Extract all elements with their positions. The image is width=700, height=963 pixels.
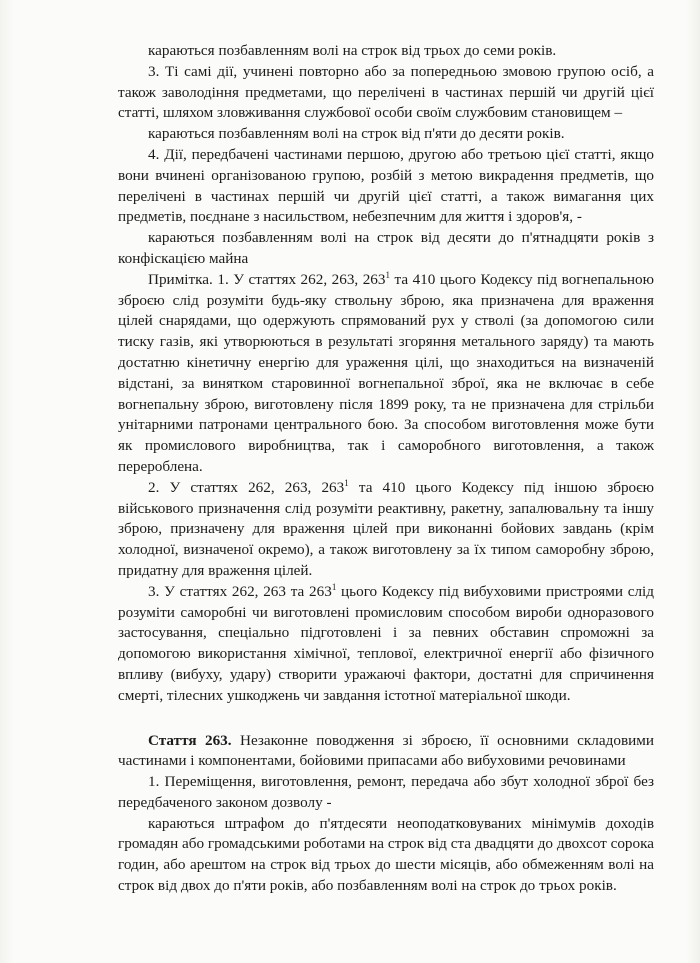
paragraph-part-4: 4. Дії, передбачені частинами першою, другою або третьою цієї статті, якщо вони вчинені організованою групою, розбій з метою викрадення предметів, що перелічені в частинах першій чи другій цієї статті, а також вимагання цих предметів, поєднане з насильством, небезпечним для життя і здоров'я, - (118, 145, 654, 226)
note-3-rest: цього Кодексу під вибуховими пристроями слід розуміти саморобні чи виготовлені промисловим способом вироби одноразового застосування, спеціально підготовлені і за певних обставин спроможні за допомогою використання хімічної, теплової, електричної енергії або фізичного впливу (вибуху, удару) створити уражаючі фактори, достатні для спричинення смерті, тілесних ушкоджень чи завдання істотної матеріальної шкоди. (118, 582, 654, 704)
note-2 (118, 478, 654, 582)
paragraph-penalty-10-15: караються позбавленням волі на строк від десяти до п'ятнадцяти років з конфіскацією майна (118, 229, 654, 267)
paragraph-penalty-5-10: караються позбавленням волі на строк від п'яти до десяти років. (148, 125, 565, 143)
note-1 (118, 270, 654, 478)
note-3 (118, 582, 654, 707)
note-2-rest: та 410 цього Кодексу під іншою зброєю військового призначення слід розуміти реактивну, ракетну, запалювальну та іншу зброю, призначену для враження цілей при виконанні бойових завдань (крім холодної, визначеної окремо), а також виготовлену за їх типом саморобну зброю, придатну для враження цілей. (118, 478, 654, 579)
paragraph-part-3: 3. Ті самі дії, учинені повторно або за попередньою змовою групою осіб, а також заволодіння предметами, що перелічені в частинах першій чи другій цієї статті, шляхом зловживання службової особи своїм службовим становищем – (118, 62, 654, 122)
superscript-mark: 1 (331, 581, 337, 592)
note-3-start: 3. У статтях 262, 263 та 263 (148, 582, 332, 600)
superscript-mark: 1 (344, 477, 349, 488)
article-263-heading (118, 731, 654, 773)
article-263-part-1: 1. Переміщення, виготовлення, ремонт, передача або збут холодної зброї без передбаченого законом дозволу - (118, 773, 654, 811)
note-2-start: 2. У статтях 262, 263, 263 (148, 478, 345, 496)
document-text (118, 41, 654, 897)
paragraph-penalty-3-7: караються позбавленням волі на строк від трьох до семи років. (148, 42, 557, 59)
note-1-rest: та 410 цього Кодексу під вогнепальною зброєю слід розуміти будь-яку ствольну зброю, яка призначена для враження цілей снарядами, що одержують спрямований рух у стволі (за допомогою сили тиску газів, які утворюються в результаті згоряння метального заряду) та мають достатню кінетичну енергію для ураження цілі, що знаходиться на визначеній відстані, за винятком старовинної вогнепальної зброї, яка не включає в себе вогнепальну зброю, виготовлену після 1899 року, та не призначена для стрільби унітарними патронами центрального бою. За способом виготовлення може бути як промислового виробництва, так і саморобного виготовлення, а також перероблена. (118, 270, 654, 475)
note-1-start: Примітка. 1. У статтях 262, 263, 263 (148, 270, 386, 288)
superscript-mark: 1 (385, 269, 390, 280)
section-gap (118, 707, 654, 731)
article-263-label: Стаття 263. (148, 731, 232, 749)
article-263-penalty: караються штрафом до п'ятдесяти неоподатковуваних мінімумів доходів громадян або громадськими роботами на строк від ста двадцяти до двохсот сорока годин, або арештом на строк від трьох до шести місяців, або обмеженням волі на строк від двох до п'яти років, або позбавленням волі на строк до трьох років. (118, 814, 654, 895)
article-263-title: Незаконне поводження зі зброєю, її основними складовими частинами і компонентами, бойовими припасами або вибуховими речовинами (118, 731, 654, 770)
